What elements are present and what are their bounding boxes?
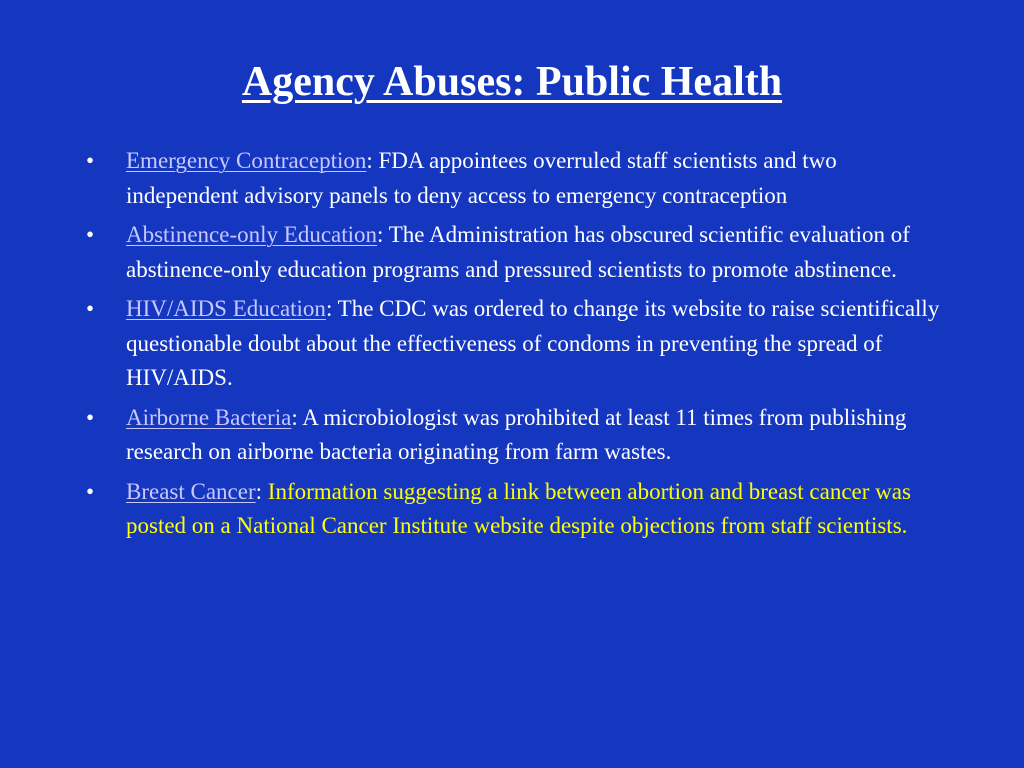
bullet-text: The Administration has obscured scientific evaluation of abstinence-only education programs and pressured scientists to promote abstinence. <box>126 222 910 282</box>
link-airborne-bacteria[interactable]: Airborne Bacteria <box>126 404 292 430</box>
bullet-list <box>86 144 946 549</box>
bullet-icon: • <box>86 404 95 430</box>
bullet-separator: : <box>325 296 333 321</box>
link-hiv-aids-education[interactable]: HIV/AIDS Education <box>126 296 326 321</box>
bullet-text-highlighted: Information suggesting a link between abortion and breast cancer was posted on a National Cancer Institute website despite objections from staff scientists. <box>126 478 911 538</box>
bullet-icon: • <box>86 222 95 247</box>
bullet-text: A microbiologist was prohibited at least 11 times from publishing research on airborne bacteria originating from farm wastes. <box>126 404 907 464</box>
bullet-separator: : <box>377 222 384 247</box>
link-breast-cancer[interactable]: Breast Cancer <box>126 478 256 504</box>
slide-title-text: Agency Abuses: Public Health <box>241 59 783 105</box>
bullet-icon: • <box>86 478 95 504</box>
bullet-separator: : <box>366 148 373 173</box>
link-abstinence-education[interactable]: Abstinence-only Education <box>126 222 378 247</box>
bullet-separator: : <box>291 404 298 430</box>
bullet-separator: : <box>255 478 263 504</box>
bullet-item-abstinence-education <box>86 218 946 287</box>
bullet-item-emergency-contraception <box>86 144 946 213</box>
slide-title <box>0 56 1024 108</box>
bullet-icon: • <box>86 148 95 173</box>
link-emergency-contraception[interactable]: Emergency Contraception <box>126 148 367 173</box>
bullet-item-airborne-bacteria <box>86 401 946 470</box>
bullet-text: The CDC was ordered to change its website to raise scientifically questionable doubt about the effectiveness of condoms in preventing the spread of HIV/AIDS. <box>126 296 940 390</box>
bullet-text: FDA appointees overruled staff scientists and two independent advisory panels to deny access to emergency contraception <box>126 148 837 208</box>
bullet-icon: • <box>86 296 95 321</box>
bullet-item-breast-cancer <box>86 475 946 544</box>
bullet-item-hiv-aids-education <box>86 292 946 396</box>
